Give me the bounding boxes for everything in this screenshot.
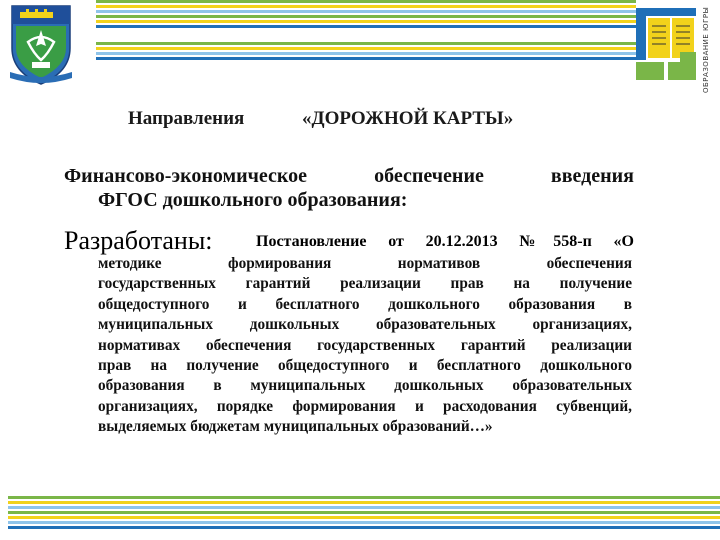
logo-caption: ОБРАЗОВАНИЕ ЮГРЫ — [702, 6, 710, 94]
resolution-description — [98, 254, 632, 438]
top-decorative-band — [96, 0, 636, 60]
section-subtitle — [64, 164, 634, 212]
body-line: выделяемых бюджетам муниципальных образований…» — [98, 418, 493, 436]
body-line: образования в муниципальных дошкольных образовательных — [98, 377, 632, 395]
body-line: нормативах обеспечения государственных гарантий реализации — [98, 336, 632, 354]
body-line: методике формирования нормативов обеспечения — [98, 255, 632, 272]
developed-label: Разработаны: — [64, 226, 213, 255]
bottom-decorative-band — [8, 496, 720, 529]
body-line: прав на получение общедоступного и бесплатного дошкольного — [98, 357, 632, 375]
coat-of-arms-icon — [6, 2, 76, 86]
resolution-reference: Постановление от 20.12.2013 №558-п «О — [256, 233, 634, 250]
subtitle-line-1: Финансово-экономическое обеспечение введения — [64, 165, 634, 187]
body-line: общедоступного и бесплатного дошкольного образования в — [98, 295, 632, 313]
slide-heading — [0, 108, 720, 136]
subtitle-line-2: ФГОС дошкольного образования: — [98, 189, 408, 211]
heading-roadmap: «ДОРОЖНОЙ КАРТЫ» — [302, 108, 514, 129]
developed-line — [64, 226, 634, 254]
body-line: государственных гарантий реализации прав на получение — [98, 275, 632, 293]
body-line: организациях, порядке формирования и расходования субвенций, — [98, 397, 632, 415]
body-line: муниципальных дошкольных образовательных организациях, — [98, 316, 632, 334]
heading-directions: Направления — [128, 108, 245, 129]
education-book-icon — [636, 2, 706, 88]
